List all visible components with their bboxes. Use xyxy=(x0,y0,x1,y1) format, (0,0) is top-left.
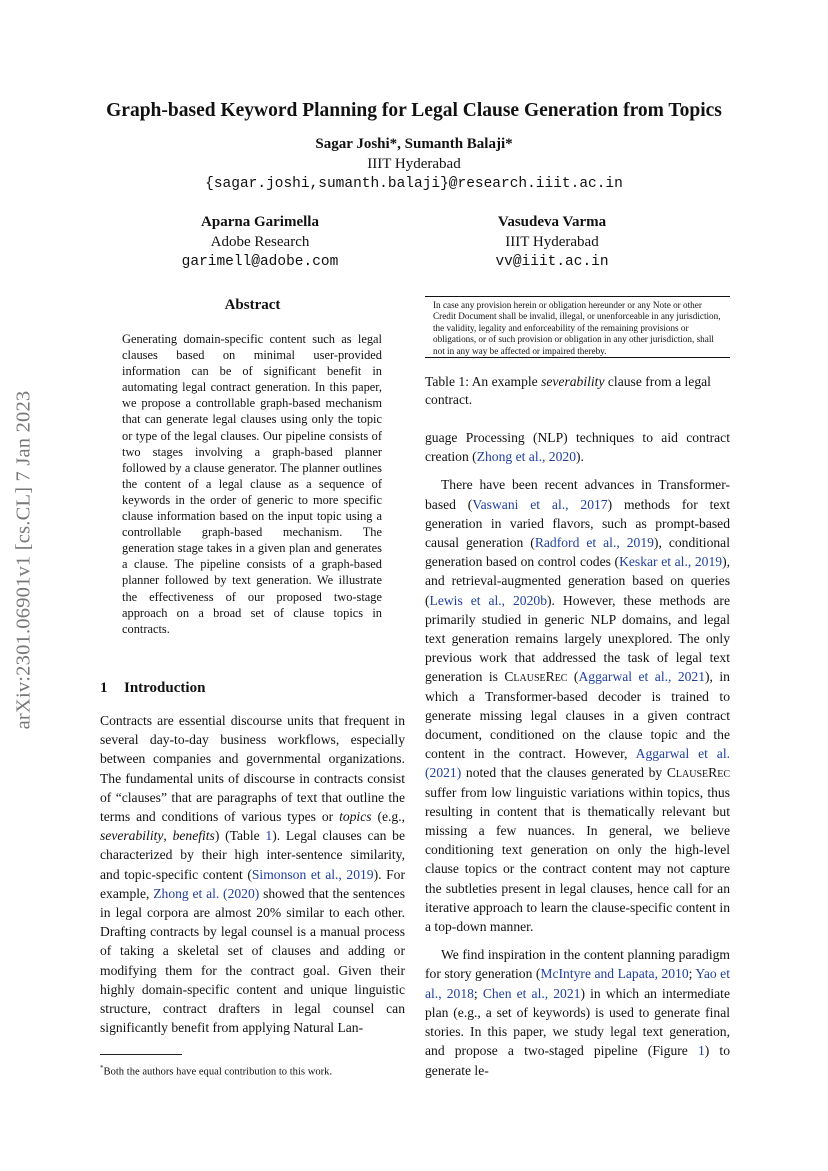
email-primary[interactable]: {sagar.joshi,sumanth.balaji}@research.iiit.ac.in xyxy=(205,176,623,192)
citation-link[interactable]: Lewis et al., 2020b xyxy=(429,592,547,608)
footnote xyxy=(100,1062,405,1079)
intro-paragraph: Contracts are essential discourse units that frequent in several day-to-day business workflows, especially between companies and governmental organizations. The fundamental units of discourse in contracts consist of “clauses” that are paragraphs of text that outline the terms and conditions of various types or topics (e.g., severability, benefits) (Table 1). Legal clauses can be characterized by their high inter-sentence similarity, and topic-specific content (Simonson et al., 2019). For example, Zhong et al. (2020) showed that the sentences in legal corpora are almost 20% similar to each other. Drafting contracts by legal counsel is a manual process of taking a skeletal set of clauses and adding or modifying them for the contract goal. Given their highly domain-specific content and unique linguistic structure, contract drafters in legal counsel can significantly benefit from applying Natural Lan- xyxy=(100,713,405,1036)
table-clause-text: In case any provision herein or obligation hereunder or any Note or other Credit Document shall be invalid, illegal, or unenforceable in any jurisdiction, the validity, legality and enforceability of the remaining provisions or obligations, or of such provision or obligation in any other jurisdiction, shall not in any way be affected or impaired thereby. xyxy=(433,300,721,356)
affiliation-primary: IIIT Hyderabad xyxy=(367,156,461,172)
author-email[interactable]: garimell@adobe.com xyxy=(181,254,339,270)
author-name: Vasudeva Varma xyxy=(497,214,607,230)
table-caption: Table 1: An example severability clause from a legal contract. xyxy=(425,374,711,407)
section-number: 1 xyxy=(100,680,108,696)
figure-ref-link[interactable]: 1 xyxy=(697,1043,705,1059)
system-name: ClauseRec xyxy=(504,669,568,685)
author-affiliation: Adobe Research xyxy=(210,234,310,250)
authors-primary: Sagar Joshi*, Sumanth Balaji* xyxy=(315,136,513,152)
paragraph-advances: There have been recent advances in Transformer-based (Vaswani et al., 2017) methods for text generation in varied flavors, such as prompt-based causal generation (Radford et al., 2019), conditional generation based on control codes (Keskar et al., 2019), and retrieval-augmented generation based on queries (Lewis et al., 2020b). However, these methods are primarily studied in generic NLP domains, and legal text generation remains largely unexplored. The only previous work that addressed the task of legal text generation is ClauseRec (Aggarwal et al., 2021), in which a Transformer-based decoder is trained to generate missing legal clauses in a given contract document, conditioned on the clause topic and the content in the contract. However, Aggarwal et al. (2021) noted that the clauses generated by ClauseRec suffer from low linguistic variations within topics, thus resulting in content that is thematically relevant but missing a few nuances. In general, we believe conditioning text generation on only the high-level clause topics or the contract content may not capture the subtleties present in legal clauses, hence call for an iterative approach to learn the clause-specific content in a top-down manner. xyxy=(425,477,730,935)
author-name: Aparna Garimella xyxy=(201,214,319,230)
citation-link[interactable]: Yao et al., 2018 xyxy=(425,966,730,1001)
table-ref-link[interactable]: 1 xyxy=(265,828,273,844)
citation-link[interactable]: Radford et al., 2019 xyxy=(534,535,654,551)
author-block-varma xyxy=(402,212,702,272)
citation-link[interactable]: Aggarwal et al., 2021 xyxy=(578,669,706,685)
intro-left-column xyxy=(100,711,405,1037)
abstract-heading: Abstract xyxy=(224,297,281,313)
system-name: ClauseRec xyxy=(666,765,730,781)
citation-link[interactable]: Simonson et al., 2019 xyxy=(251,866,374,882)
footnote-rule xyxy=(100,1054,182,1055)
citation-link[interactable]: Aggarwal et al. (2021) xyxy=(425,746,730,781)
abstract-body: Generating domain-specific content such as legal clauses based on minimal user-provided information can be of significant benefit in automating legal contract generation. In this paper, we propose a controllable graph-based mechanism that can generate legal clauses using only the topic or type of the legal clauses. Our pipeline consists of two stages involving a graph-based planner followed by a clause generator. The planner outlines the content of a legal clause as a sequence of keywords in the order of generic to more specific clause information based on the input topic using a controllable graph-based mechanism. The generation stage takes in a given plan and generates a clause. The pipeline consists of a graph-based planner followed by text generation. We illustrate the effectiveness of our proposed two-stage approach on a broad set of clause topics in contracts. xyxy=(122,332,382,636)
arxiv-stamp-text[interactable]: arXiv:2301.06901v1 [cs.CL] 7 Jan 2023 xyxy=(12,390,35,730)
section-title: Introduction xyxy=(124,680,206,696)
intro-right-column xyxy=(425,428,730,1080)
citation-link[interactable]: Zhong et al., 2020 xyxy=(476,449,576,465)
table-top-rule xyxy=(425,296,730,297)
section-heading-introduction xyxy=(100,680,405,697)
paragraph-continued: guage Processing (NLP) techniques to aid contract creation (Zhong et al., 2020). xyxy=(425,430,730,465)
citation-link[interactable]: Chen et al., 2021 xyxy=(482,985,581,1001)
author-block-garimella xyxy=(110,212,410,272)
footnote-text: Both the authors have equal contribution to this work. xyxy=(103,1066,333,1078)
footnote-mark: * xyxy=(100,1064,104,1072)
citation-link[interactable]: McIntyre and Lapata, 2010 xyxy=(540,966,689,982)
author-affiliation: IIIT Hyderabad xyxy=(505,234,599,250)
citation-link[interactable]: Vaswani et al., 2017 xyxy=(472,496,608,512)
citation-link[interactable]: Keskar et al., 2019 xyxy=(619,554,723,570)
paper-title: Graph-based Keyword Planning for Legal Clause Generation from Topics xyxy=(106,100,722,121)
paragraph-inspiration: We find inspiration in the content planning paradigm for story generation (McIntyre and Lapata, 2010; Yao et al., 2018; Chen et al., 2021) in which an intermediate plan (e.g., a set of keywords) is used to generate final stories. In this paper, we study legal text generation, and propose a two-staged pipeline (Figure 1) to generate le- xyxy=(425,947,731,1078)
table-bottom-rule xyxy=(425,357,730,358)
author-email[interactable]: vv@iiit.ac.in xyxy=(495,254,609,270)
citation-link[interactable]: Zhong et al. (2020) xyxy=(153,885,260,901)
